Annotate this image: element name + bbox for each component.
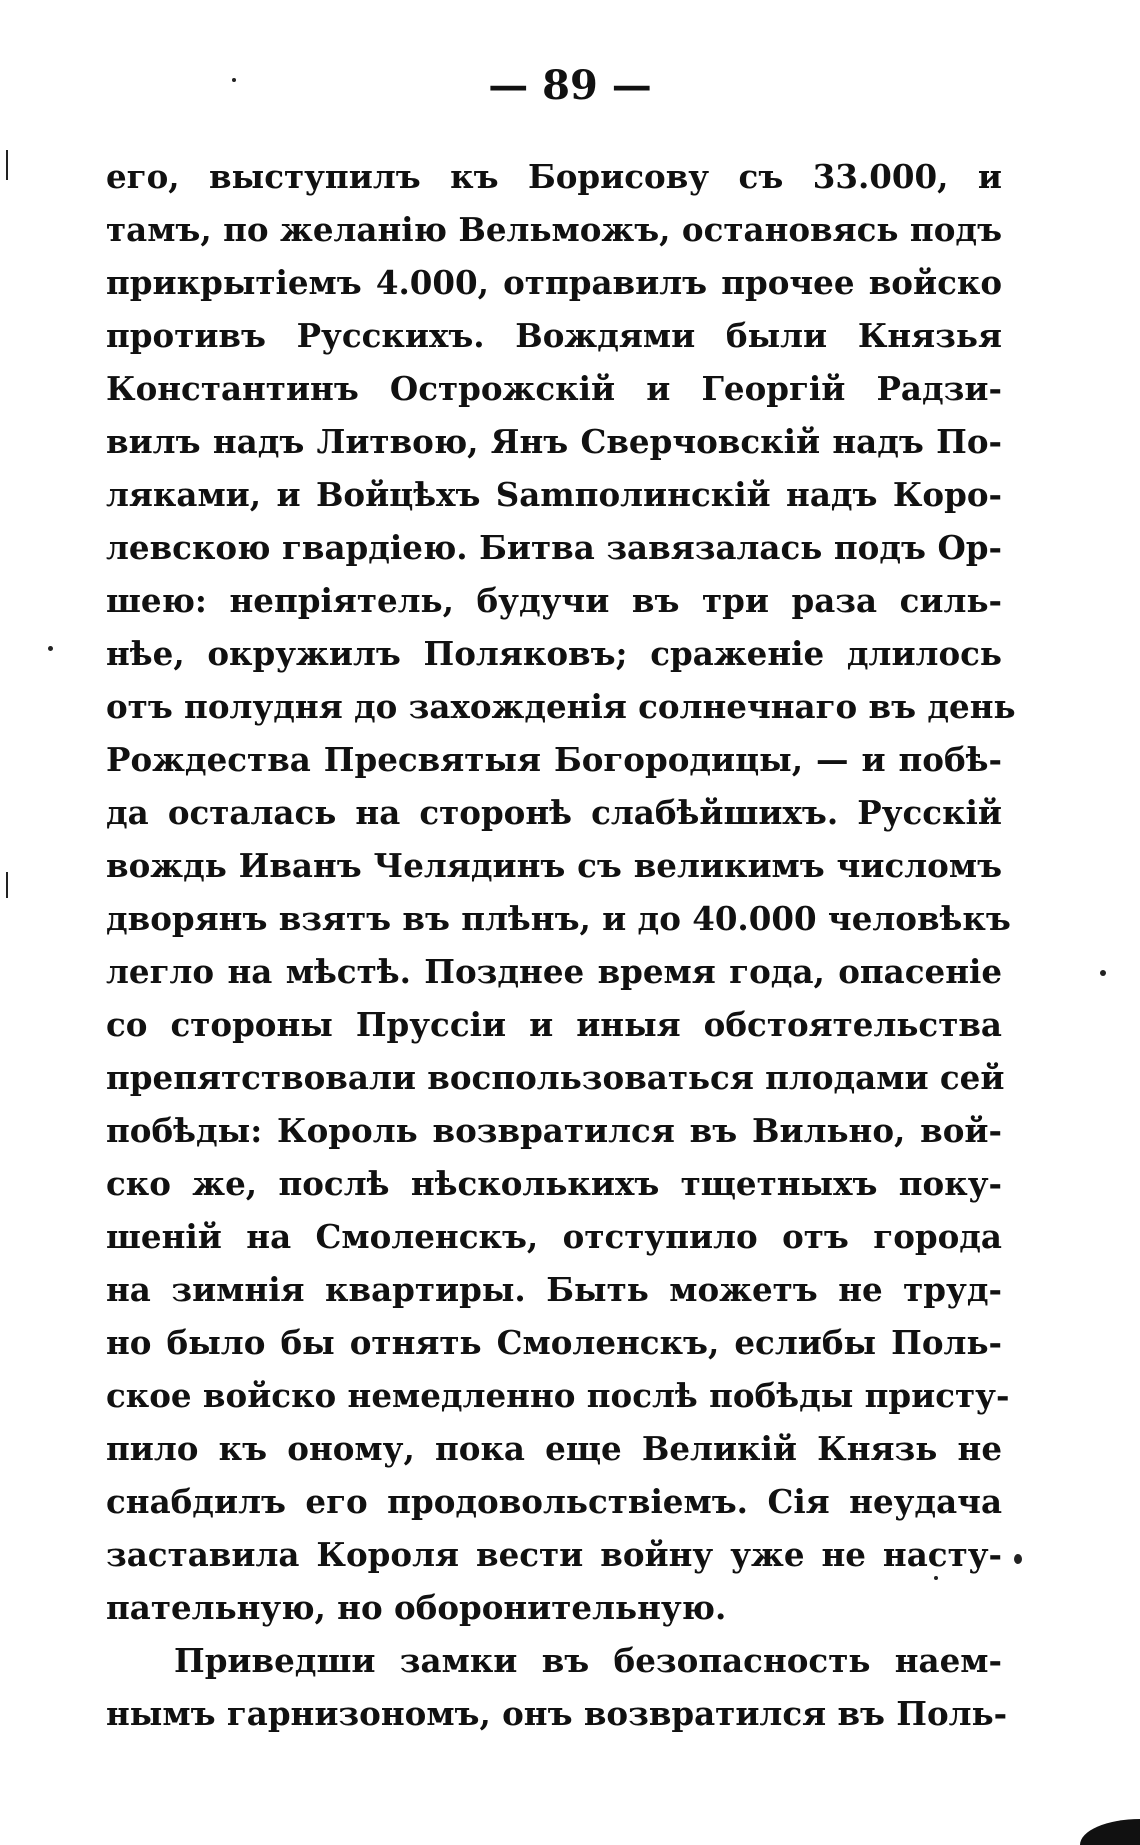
text-line: заставила Короля вести войну уже не насту- xyxy=(106,1535,1002,1574)
text-line: да осталась на сторонѣ слабѣйшихъ. Русскій xyxy=(106,793,1002,832)
scan-speck xyxy=(48,646,53,651)
scan-speck xyxy=(1014,1554,1022,1564)
text-line: отъ полудня до захожденія солнечнаго въ день xyxy=(106,687,1016,726)
text-line: на зимнія квартиры. Быть можетъ не труд- xyxy=(106,1270,1002,1309)
scan-speck xyxy=(232,78,236,82)
text-line: левскою гвардіею. Битва завязалась подъ Ор- xyxy=(106,528,1002,567)
text-line: ско же, послѣ нѣсколькихъ тщетныхъ поку- xyxy=(106,1164,1002,1203)
text-line: легло на мѣстѣ. Позднее время года, опасеніе xyxy=(106,952,1002,991)
text-line: прикрытіемъ 4.000, отправилъ прочее войско xyxy=(106,263,1002,302)
text-line: но было бы отнять Смоленскъ, еслибы Поль- xyxy=(106,1323,1002,1362)
body-text xyxy=(106,150,1016,1740)
text-line: препятствовали воспользоваться плодами сей xyxy=(106,1058,1005,1097)
text-line: Рождества Пресвятыя Богородицы, — и побѣ- xyxy=(106,740,1002,779)
scan-speck xyxy=(1100,970,1106,976)
scan-speck xyxy=(934,1576,938,1580)
text-line: ское войско немедленно послѣ побѣды присту- xyxy=(106,1376,1010,1415)
scan-corner-shadow xyxy=(1080,1819,1140,1845)
text-line: нымъ гарнизономъ, онъ возвратился въ Поль- xyxy=(106,1694,1008,1733)
page-number: — 89 — xyxy=(488,62,652,109)
text-line: Константинъ Острожскій и Георгій Радзи- xyxy=(106,369,1002,408)
text-line: вождь Иванъ Челядинъ съ великимъ числомъ xyxy=(106,846,1002,885)
scan-edge-mark xyxy=(6,872,8,898)
text-line: пательную, но оборонительную. xyxy=(106,1588,727,1627)
text-line: ляками, и Войцѣхъ Samполинскій надъ Коро- xyxy=(106,475,1002,514)
text-line: нѣе, окружилъ Поляковъ; сраженіе длилось xyxy=(106,634,1002,673)
text-line: пило къ оному, пока еще Великій Князь не xyxy=(106,1429,1002,1468)
text-line: Приведши замки въ безопасность наем- xyxy=(174,1641,1002,1680)
scan-edge-mark xyxy=(6,150,8,180)
text-line: побѣды: Король возвратился въ Вильно, вой- xyxy=(106,1111,1002,1150)
text-line: шею: непріятель, будучи въ три раза силь- xyxy=(106,581,1002,620)
text-line: со стороны Пруссіи и иныя обстоятельства xyxy=(106,1005,1002,1044)
text-line: вилъ надъ Литвою, Янъ Сверчовскій надъ По- xyxy=(106,422,1002,461)
text-line: тамъ, по желанію Вельможъ, остановясь подъ xyxy=(106,210,1002,249)
text-line: снабдилъ его продовольствіемъ. Сія неудача xyxy=(106,1482,1002,1521)
text-line: дворянъ взятъ въ плѣнъ, и до 40.000 человѣкъ xyxy=(106,899,1011,938)
text-line: противъ Русскихъ. Вождями были Князья xyxy=(106,316,1002,355)
text-line: его, выступилъ къ Борисову съ 33.000, и xyxy=(106,157,1002,196)
text-line: шеній на Смоленскъ, отступило отъ города xyxy=(106,1217,1002,1256)
